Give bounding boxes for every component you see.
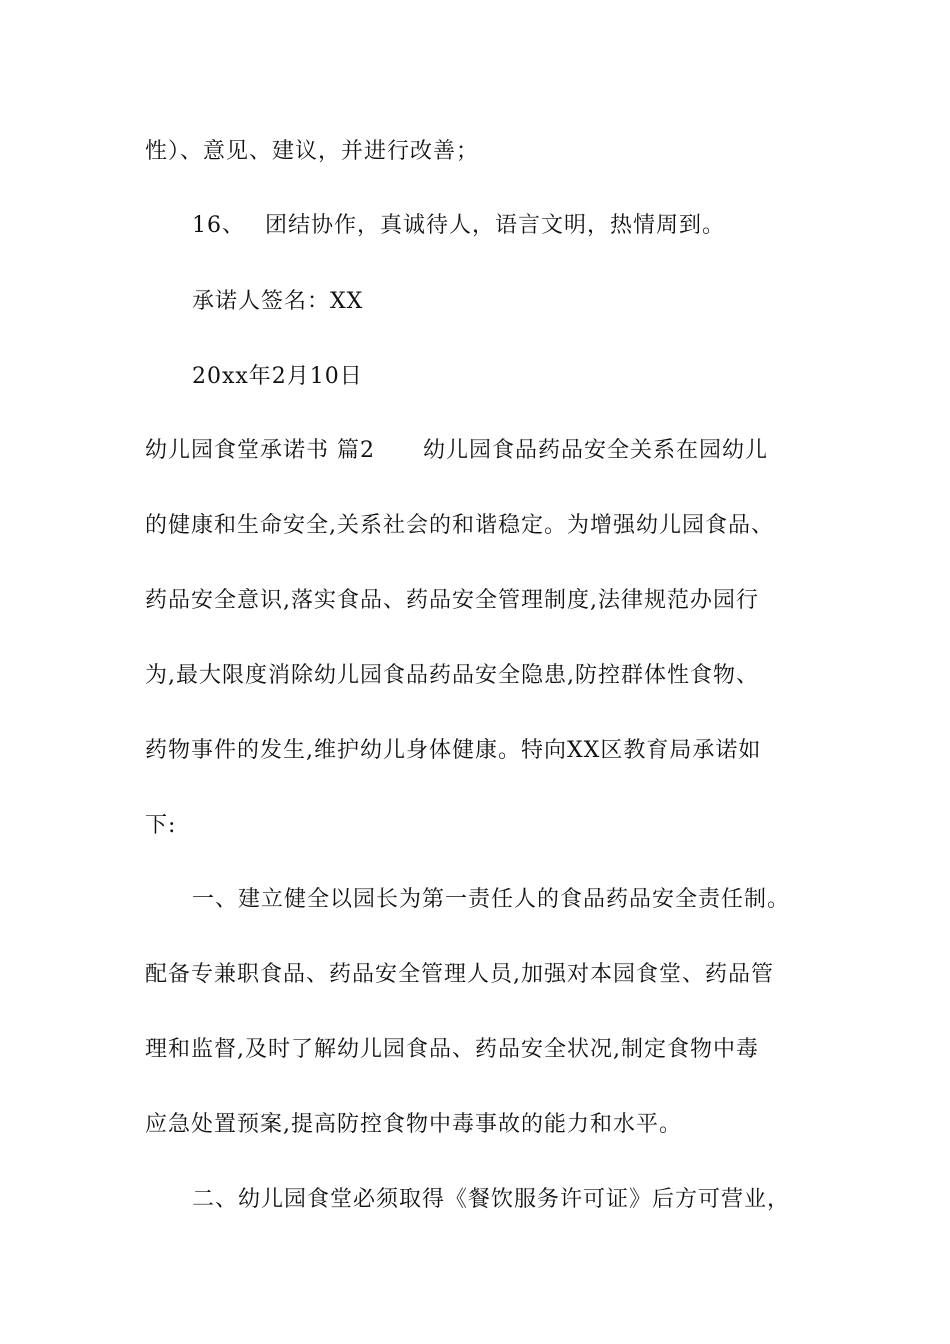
numbered-item-16 bbox=[192, 211, 725, 241]
text-line: 二、幼儿园食堂必须取得《餐饮服务许可证》后方可营业， bbox=[192, 1187, 791, 1212]
item-text: 团结协作，真诚待人，语言文明，热情周到。 bbox=[265, 213, 726, 238]
section-heading-line bbox=[145, 436, 768, 466]
text-line: 一、建立健全以园长为第一责任人的食品药品安全责任制。 bbox=[192, 887, 791, 912]
text-line: 的健康和生命安全,关系社会的和谐稳定。为增强幼儿园食品、 bbox=[145, 513, 774, 538]
signature-line: 承诺人签名：XX bbox=[192, 289, 364, 314]
text-line: 为,最大限度消除幼儿园食品药品安全隐患,防控群体性食物、 bbox=[145, 663, 759, 688]
text-line: 下: bbox=[145, 813, 177, 838]
date-line: 20xx年2月10日 bbox=[192, 364, 363, 389]
text-line: 理和监督,及时了解幼儿园食品、药品安全状况,制定食物中毒 bbox=[145, 1037, 759, 1062]
paragraph-start: 幼儿园食品药品安全关系在园幼儿 bbox=[423, 438, 769, 463]
text-line: 药品安全意识,落实食品、药品安全管理制度,法律规范办园行 bbox=[145, 588, 759, 613]
text-line: 药物事件的发生,维护幼儿身体健康。特向XX区教育局承诺如 bbox=[145, 738, 762, 763]
item-number: 16、 bbox=[192, 213, 245, 238]
section-title: 幼儿园食堂承诺书 篇2 bbox=[145, 438, 375, 463]
text-line: 配备专兼职食品、药品安全管理人员,加强对本园食堂、药品管 bbox=[145, 962, 774, 987]
text-line: 性）、意见、建议，并进行改善； bbox=[145, 139, 480, 164]
text-line: 应急处置预案,提高防控食物中毒事故的能力和水平。 bbox=[145, 1112, 682, 1137]
